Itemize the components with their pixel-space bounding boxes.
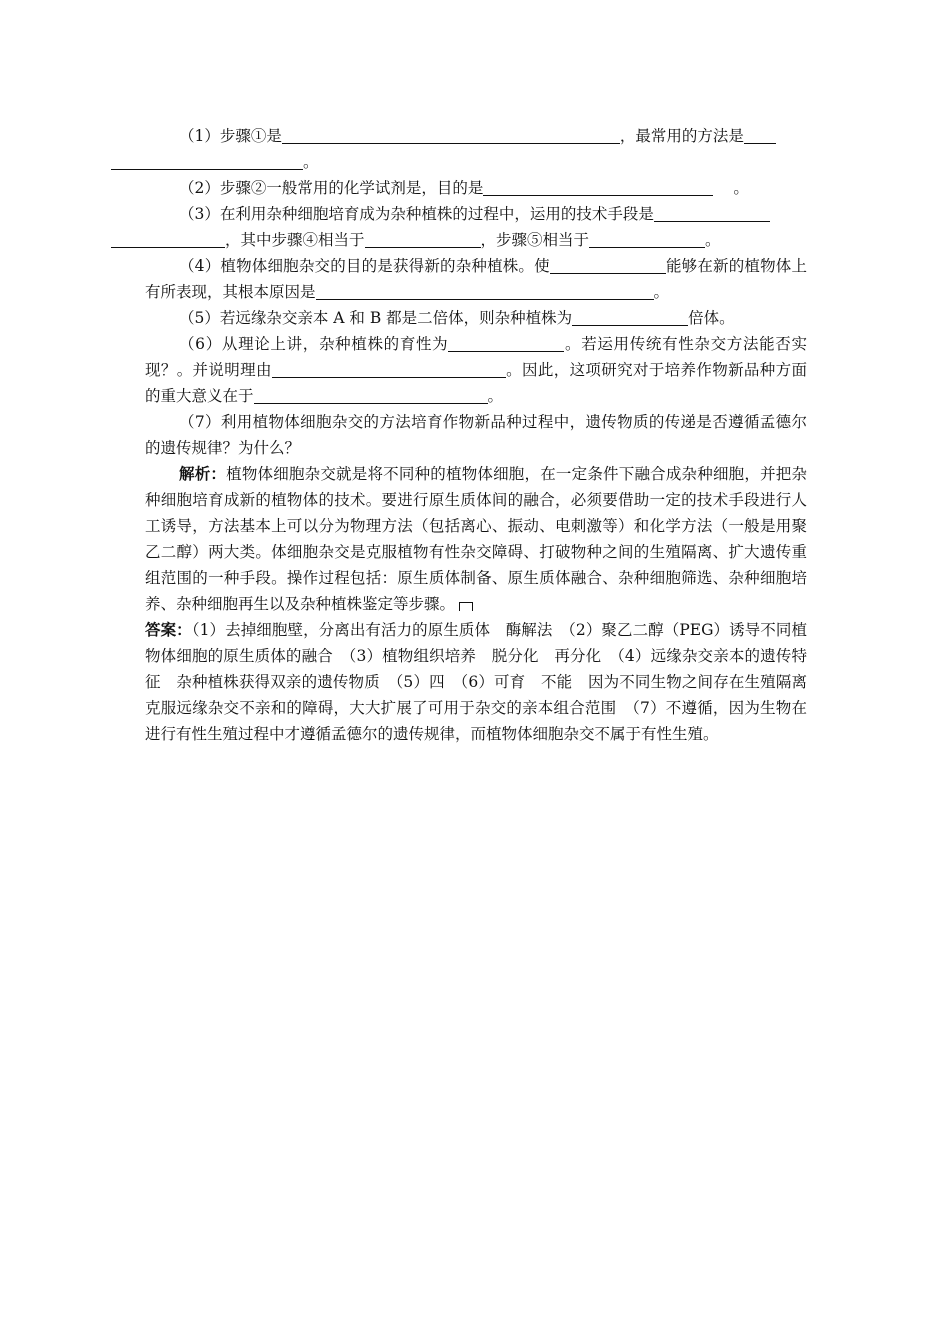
q2-blank bbox=[483, 178, 713, 196]
q3-blank-1a bbox=[654, 204, 770, 222]
q1-blank-2a bbox=[744, 126, 776, 144]
q4-text-a: （4）植物体细胞杂交的目的是获得新的杂种植株。使 bbox=[179, 257, 550, 275]
q6-text-a: （6）从理论上讲，杂种植株的育性为 bbox=[179, 335, 449, 353]
q3-text-c: ，步骤⑤相当于 bbox=[480, 231, 590, 249]
q4-text-b: 能够在新的植物体上有所表现，其根本原因是 bbox=[145, 257, 807, 301]
question-3 bbox=[145, 201, 807, 253]
q6-blank-2 bbox=[272, 360, 506, 378]
q1-text-a: （1）步骤①是 bbox=[179, 127, 282, 145]
q6-blank-3 bbox=[254, 386, 488, 404]
q3-text-d: 。 bbox=[705, 231, 721, 249]
q5-text-b: 倍体。 bbox=[688, 309, 735, 327]
question-1 bbox=[145, 123, 807, 175]
q6-text-d: 。 bbox=[487, 387, 504, 405]
q3-text-b: ，其中步骤④相当于 bbox=[225, 231, 365, 249]
cursor-mark-icon bbox=[459, 602, 473, 611]
question-content bbox=[145, 123, 823, 747]
q3-blank-3 bbox=[589, 230, 705, 248]
q2-text-b: 。 bbox=[733, 179, 749, 197]
analysis-text: 植物体细胞杂交就是将不同种的植物体细胞，在一定条件下融合成杂种细胞，并把杂种细胞培育成新的植物体的技术。要进行原生质体间的融合，必须要借助一定的技术手段进行人工诱导，方法基本上可以分为物理方法（包括离心、振动、电刺激等）和化学方法（一般是用聚乙二醇）两大类。体细胞杂交是克服植物有性杂交障碍、打破物种之间的生殖隔离、扩大遗传重组范围的一种手段。操作过程包括：原生质体制备、原生质体融合、杂种细胞筛选、杂种细胞培养、杂种细胞再生以及杂种植株鉴定等步骤。 bbox=[145, 465, 807, 613]
q1-blank-2b bbox=[111, 152, 303, 170]
q3-blank-2 bbox=[365, 230, 481, 248]
q1-text-b: ，最常用的方法是 bbox=[619, 127, 744, 145]
q4-blank-1 bbox=[550, 256, 666, 274]
q4-blank-2 bbox=[316, 282, 654, 300]
question-2 bbox=[145, 175, 807, 201]
q5-text-a: （5）若远缘杂交亲本 A 和 B 都是二倍体，则杂种植株为 bbox=[179, 309, 573, 327]
q6-blank-1 bbox=[448, 334, 564, 352]
question-6 bbox=[145, 331, 807, 409]
q5-blank bbox=[572, 308, 688, 326]
q3-blank-1b bbox=[111, 230, 225, 248]
answer-paragraph bbox=[145, 617, 823, 747]
question-5 bbox=[145, 305, 807, 331]
q1-blank-1 bbox=[282, 126, 620, 144]
question-7: （7）利用植物体细胞杂交的方法培育作物新品种过程中，遗传物质的传递是否遵循孟德尔的遗传规律？为什么？ bbox=[145, 413, 807, 457]
analysis-label: 解析： bbox=[179, 464, 227, 483]
q1-text-c: 。 bbox=[303, 153, 319, 171]
question-4 bbox=[145, 253, 807, 305]
q2-text-a: （2）步骤②一般常用的化学试剂是，目的是 bbox=[179, 179, 484, 197]
q6-text-b: 。若运用传统有性杂交方法能否实现？。并说明理由 bbox=[145, 335, 807, 379]
q4-text-c: 。 bbox=[653, 283, 670, 301]
answer-label: 答案： bbox=[145, 620, 192, 639]
q6-text-c: 。因此，这项研究对于培养作物新品种方面的重大意义在于 bbox=[145, 361, 807, 405]
analysis-paragraph bbox=[145, 461, 807, 617]
answer-text: （1）去掉细胞壁，分离出有活力的原生质体 酶解法 （2）聚乙二醇（PEG）诱导不同植物体细胞的原生质体的融合 （3）植物组织培养 脱分化 再分化 （4）远缘杂交亲本的遗传特征 杂种植株获得双亲的遗传物质 （5）四 （6）可育 不能 因为不同生物之间存在生殖隔离 克服远缘杂交不亲和的障碍，大大扩展了可用于杂交的亲本组合范围 （7）不遵循，因为生物在进行有性生殖过程中才遵循孟德尔的遗传规律，而植物体细胞杂交不属于有性生殖。 bbox=[145, 621, 823, 743]
q3-text-a: （3）在利用杂种细胞培育成为杂种植株的过程中，运用的技术手段是 bbox=[179, 205, 654, 223]
